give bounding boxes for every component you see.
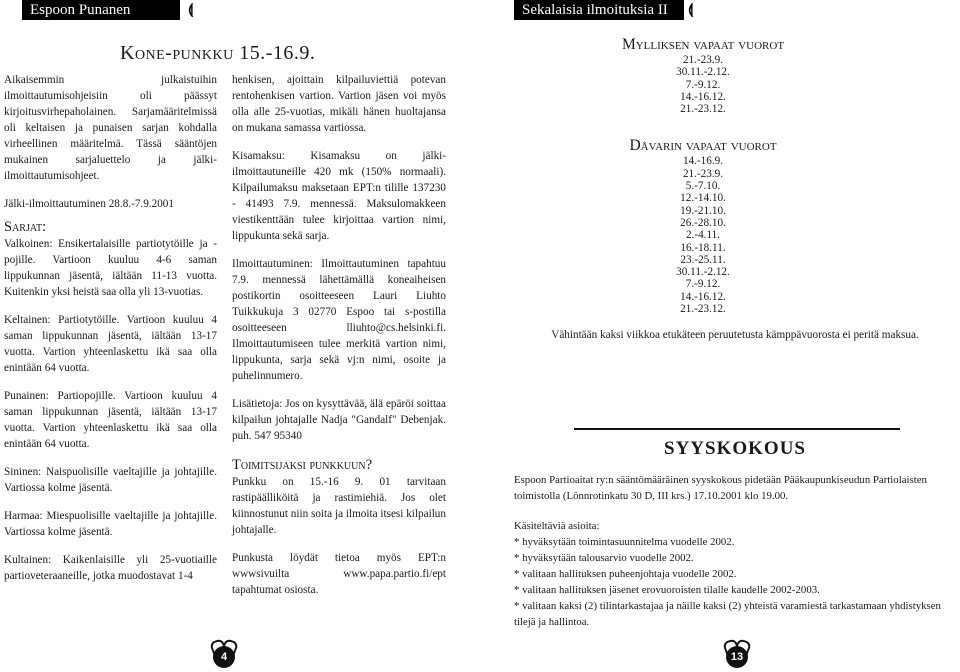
davarin-date: 19.-21.10. [680, 204, 726, 217]
davarin-date: 14.-16.9. [682, 155, 724, 168]
harmaa-paragraph: Harmaa: Miespuolisille vaeltajille ja johtajille. Vartiossa kolme jäsentä. [4, 510, 217, 538]
davarin-title: Dåvarin vapaat vuorot [629, 137, 777, 155]
asiat-item: * hyväksytään talousarvio vuodelle 2002. [514, 552, 694, 564]
right-column [512, 36, 958, 343]
booking-note: Vähintään kaksi viikkoa etukäteen peruutetusta kämppävuorosta ei peritä maksua. [551, 329, 919, 342]
davarin-date: 26.-28.10. [680, 216, 726, 229]
syyskokous-section [514, 472, 958, 630]
mylly-title: Mylliksen vapaat vuorot [621, 36, 785, 53]
header-left-title: Espoon Punanen [30, 2, 131, 18]
punainen-paragraph: Punainen: Partiopojille. Vartioon kuuluu 4 saman lippukunnan jäsentä, iältään 13-17 vuotta. Vartion yhteenlaskettu ikä saa olla enintään 64 vuotta. [4, 390, 217, 450]
section-divider [574, 428, 900, 430]
syyskokous-title: SYYSKOKOUS [664, 438, 806, 459]
davarin-date: 12.-14.10. [680, 192, 726, 205]
middle-column [232, 72, 446, 610]
deadline-text: Jälki-ilmoittautuminen 28.8.-7.9.2001 [4, 198, 174, 210]
davarin-date: 21.-23.12. [680, 303, 726, 316]
syyskokous-paragraph: Espoon Partioaitat ry:n sääntömääräinen syyskokous pidetään Pääkaupunkiseudun Partiolaisten toimistolla (Lönnrotinkatu 30 D, III krs.) 17.10.2001 klo 19.00. [514, 474, 927, 502]
davarin-date: 30.11.-2.12. [676, 266, 730, 279]
ilmoittautuminen-paragraph: Ilmoittautuminen: Ilmoittautuminen tapahtuu 7.9. mennessä lähettämällä koneaiheisen postikortin osoitteeseen Lauri Liuhto Tuikkukuja 3 02770 Espoo tai s-postilla osoitteeseen lliuhto@cs.helsinki.fi. Ilmoittautumiseen tulee merkitä vartion nimi, lippukunta, sarja sekä vj:n nimi, osoite ja puhelinnumero. [232, 258, 446, 382]
header-right-mark-icon: ⟬ [688, 2, 694, 18]
toimitsija-paragraph: Punkku on 15.-16 9. 01 tarvitaan rastipäälliköitä ja rastimiehiä. Jos olet kiinnostunut niin soita ja ilmoita itsesi kilpailun johtajalle. [232, 476, 446, 536]
punkku-web-paragraph: Punkusta löydät tietoa myös EPT:n wwwsivuilta www.papa.partio.fi/ept tapahtumat osiosta. [232, 552, 446, 596]
davarin-date: 2.-4.11. [685, 229, 721, 242]
mylly-date: 21.-23.12. [680, 103, 726, 116]
lisatietoja-paragraph: Lisätietoja: Jos on kysyttävää, älä epäröi soittaa kilpailun johtajalle Nadja "Gandalf" Debenjak. puh. 547 95340 [232, 398, 446, 442]
kisamaksu-paragraph: Kisamaksu: Kisamaksu on jälki-ilmoittautuneille 420 mk (150% normaali). Kilpailumaksu maksetaan EPT:n tilille 137230 - 41493 7.9. mennessä. Maksulomakkeen viestikenttään tulee kirjoittaa vartion nimi, lippukunta sekä sarja. [232, 150, 446, 242]
valkoinen-paragraph: Valkoinen: Ensikertalaisille partiotytöille ja -pojille. Vartioon kuuluu 4-6 saman lippukunnan jäsentä, iältään 11-13 vuotta. Kuitenkin yksi heistä saa olla yli 13-vuotias. [4, 238, 217, 298]
mylly-date: 30.11.-2.12. [676, 66, 730, 79]
mylly-date: 7.-9.12. [685, 78, 721, 91]
keltainen-paragraph: Keltainen: Partiotytöille. Vartioon kuuluu 4 saman lippukunnan jäsentä, iältään 13-17 vuotta. Vartion yhteenlaskettu ikä saa olla enintään 64 vuotta. [4, 314, 217, 374]
toimitsijaksi-heading: Toimitsijaksi punkkuun? [232, 457, 373, 473]
left-column [4, 72, 217, 596]
page-number-left: 4 [213, 646, 235, 668]
intro-paragraph: Aikaisemmin julkaistuihin ilmoittautumisohjeisiin oli päässyt kirjoitusvirhepaholainen. Sarjamääritelmissä oli keltaisen ja punaisen sarjan kohdalla virheellinen määritelmä. Tässä sääntöjen mukainen sarjaluettelo ja jälki-ilmoittautumisohjeet. [4, 74, 217, 182]
mid-paragraph-1: henkisen, ajoittain kilpailuviettiä potevan rentohenkisen vartion. Vartion jäsen voi myös olla alle 25-vuotias, mikäli hänen huoltajansa on mukana samassa vartiossa. [232, 74, 446, 134]
page-number-right: 13 [726, 646, 748, 668]
kultainen-paragraph: Kultainen: Kaikenlaisille yli 25-vuotiaille partioveteraaneille, jotka muodostavat 1-4 [4, 554, 217, 582]
davarin-date: 21.-23.9. [682, 167, 724, 180]
asiat-item: * valitaan hallituksen jäsenet erovuoroisten tilalle kaudelle 2002-2003. [514, 584, 820, 596]
mylly-dates-list [538, 54, 868, 115]
davarin-date: 7.-9.12. [685, 278, 721, 291]
mylly-date: 21.-23.9. [682, 54, 724, 66]
asiat-item: * valitaan hallituksen puheenjohtaja vuodelle 2002. [514, 568, 737, 580]
davarin-date: 5.-7.10. [685, 180, 721, 193]
davarin-date: 23.-25.11. [680, 253, 726, 266]
asiat-heading: Käsiteltäviä asioita: [514, 520, 600, 532]
article-title: Kone-punkku 15.-16.9. [120, 42, 316, 64]
davarin-dates-list [538, 155, 868, 315]
asiat-item: * hyväksytään toimintasuunnitelma vuodelle 2002. [514, 536, 735, 548]
header-left-bar [22, 0, 180, 20]
sarjat-heading: Sarjat: [4, 219, 47, 235]
mylly-date: 14.-16.12. [680, 90, 726, 103]
header-left-mark-icon: ⟬ [188, 2, 194, 18]
davarin-date: 14.-16.12. [680, 290, 726, 303]
header-right-title: Sekalaisia ilmoituksia II [522, 2, 668, 18]
header-right-bar [514, 0, 684, 20]
davarin-date: 16.-18.11. [680, 241, 726, 254]
sininen-paragraph: Sininen: Naispuolisille vaeltajille ja johtajille. Vartiossa kolme jäsentä. [4, 466, 217, 494]
asiat-item: * valitaan kaksi (2) tilintarkastajaa ja näille kaksi (2) yhteistä varamiestä tarkastamaan yhdistyksen tilejä ja hallintoa. [514, 600, 941, 628]
